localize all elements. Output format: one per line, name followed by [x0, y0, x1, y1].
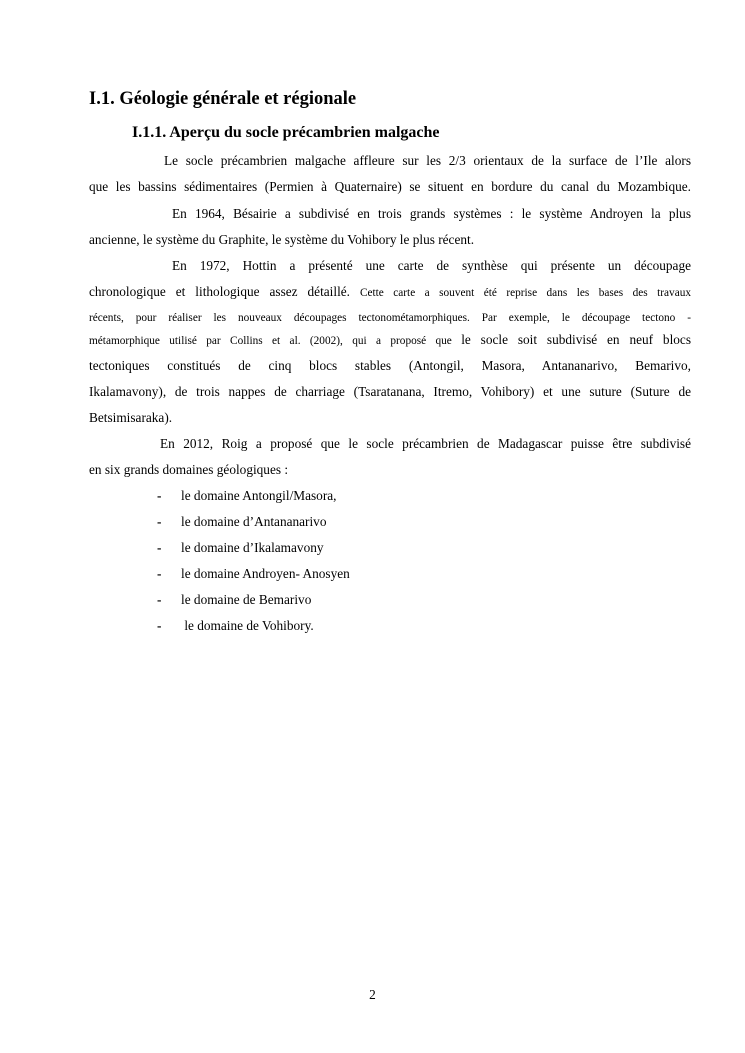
paragraph-line: tectoniques constitués de cinq blocs stables (Antongil, Masora, Antananarivo, Bemarivo,	[89, 358, 691, 373]
list-item-text: le domaine de Vohibory.	[181, 618, 314, 633]
paragraph-line: récents, pour réaliser les nouveaux découpages tectonométamorphiques. Par exemple, le découpage tectono -	[89, 312, 691, 324]
subsection-heading: I.1.1. Aperçu du socle précambrien malgache	[132, 124, 440, 141]
paragraph-line: Ikalamavony), de trois nappes de charriage (Tsaratanana, Itremo, Vohibory) et une suture (Suture de	[89, 384, 691, 399]
paragraph-line	[89, 283, 691, 302]
paragraph-line: En 1964, Bésairie a subdivisé en trois grands systèmes : le système Androyen la plus	[172, 206, 691, 221]
list-item-text: le domaine d’Antananarivo	[181, 514, 327, 529]
list-item	[157, 566, 350, 582]
paragraph-line: que les bassins sédimentaires (Permien à Quaternaire) se situent en bordure du canal du Mozambique.	[89, 179, 691, 194]
list-item	[157, 488, 336, 504]
paragraph-line: ancienne, le système du Graphite, le système du Vohibory le plus récent.	[89, 232, 475, 247]
dash-bullet: -	[157, 618, 162, 633]
dash-bullet: -	[157, 592, 162, 607]
paragraph-line: en six grands domaines géologiques :	[89, 462, 289, 477]
paragraph-line: Le socle précambrien malgache affleure sur les 2/3 orientaux de la surface de l’Ile alors	[164, 153, 691, 168]
paragraph-text-small: métamorphique utilisé par Collins et al. (2002), qui a proposé que	[89, 335, 462, 347]
list-item	[157, 540, 324, 556]
list-item	[157, 592, 311, 608]
list-item-text: le domaine Antongil/Masora,	[181, 488, 337, 503]
paragraph-line	[89, 331, 691, 350]
list-item	[157, 514, 326, 530]
paragraph-line: Betsimisaraka).	[89, 410, 173, 425]
page-number: 2	[369, 987, 376, 1002]
list-item	[157, 618, 314, 634]
dash-bullet: -	[157, 488, 162, 503]
paragraph-text: le socle soit subdivisé en neuf blocs	[461, 332, 691, 347]
section-heading: I.1. Géologie générale et régionale	[89, 89, 357, 109]
dash-bullet: -	[157, 566, 162, 581]
paragraph-line: En 1972, Hottin a présenté une carte de synthèse qui présente un découpage	[172, 258, 691, 273]
paragraph-line: En 2012, Roig a proposé que le socle précambrien de Madagascar puisse être subdivisé	[160, 436, 691, 451]
dash-bullet: -	[157, 514, 162, 529]
paragraph-text-small: Cette carte a souvent été reprise dans les bases des travaux	[359, 287, 692, 299]
list-item-text: le domaine de Bemarivo	[181, 592, 312, 607]
dash-bullet: -	[157, 540, 162, 555]
list-item-text: le domaine Androyen- Anosyen	[181, 566, 350, 581]
list-item-text: le domaine d’Ikalamavony	[181, 540, 324, 555]
paragraph-text: chronologique et lithologique assez détaillé.	[89, 284, 350, 299]
